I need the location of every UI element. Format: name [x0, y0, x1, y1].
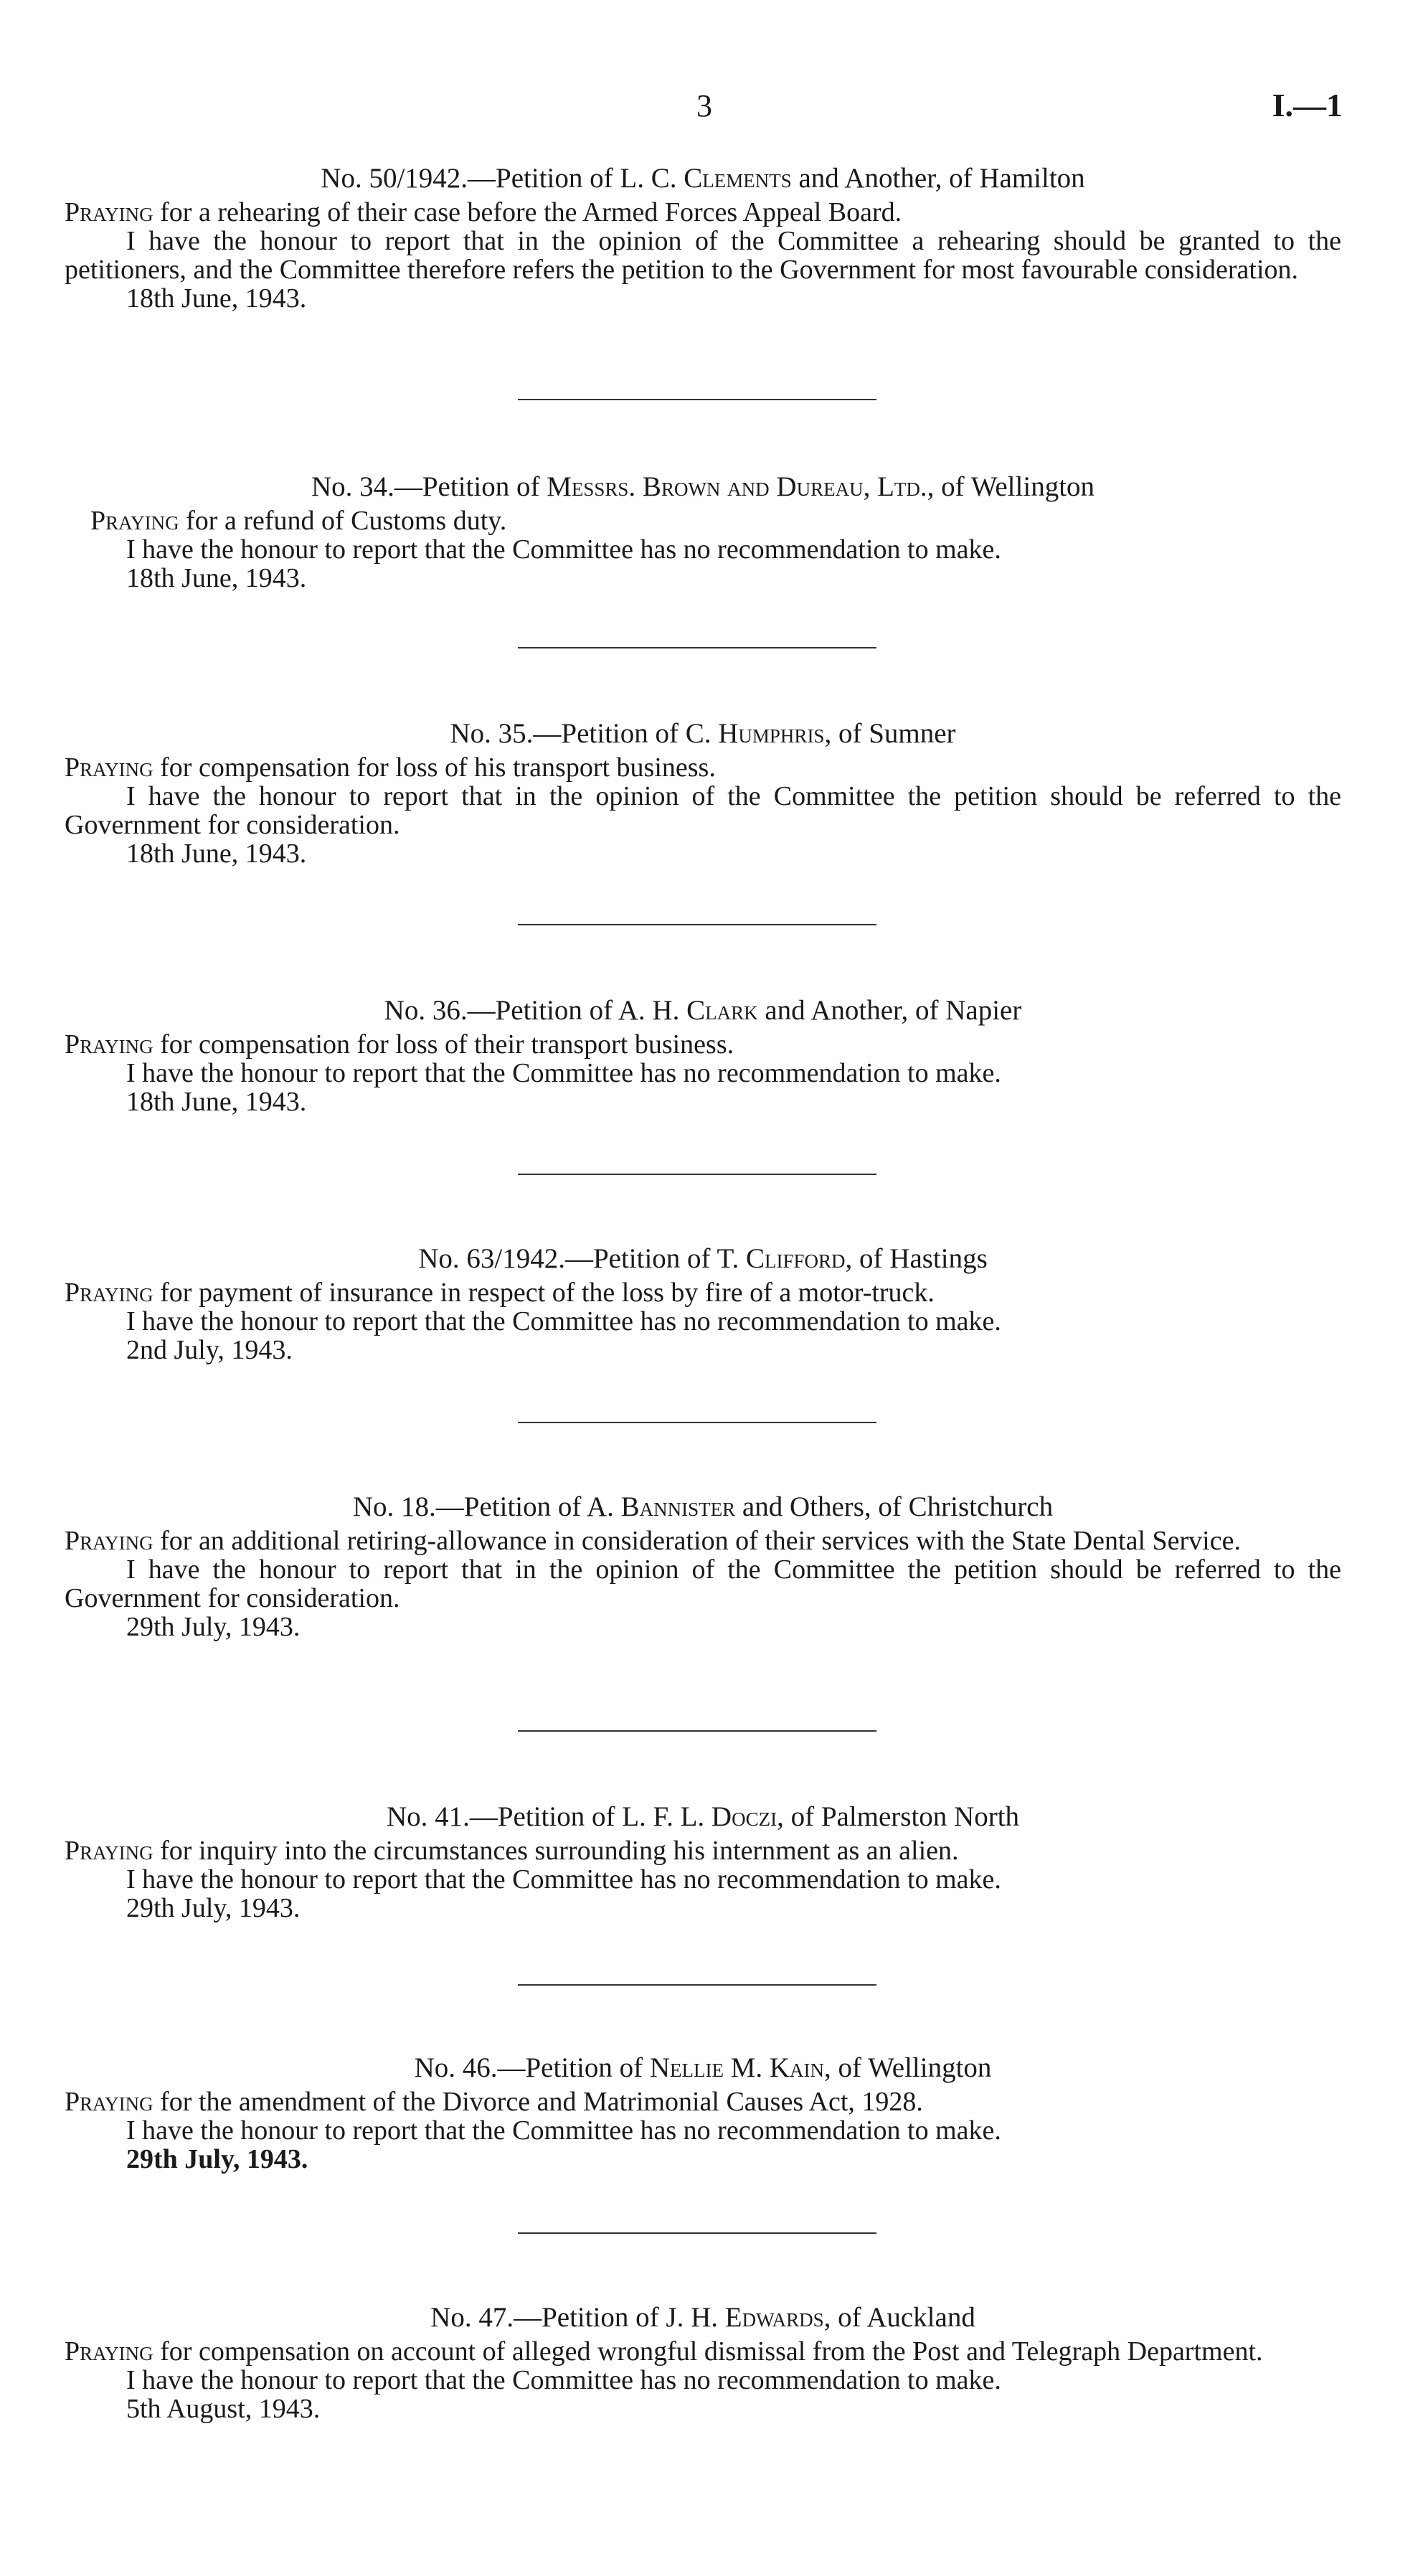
page-number: 3 [696, 88, 712, 123]
section-divider [518, 924, 876, 925]
heading-prefix: No. 35.—Petition of C. [450, 718, 719, 749]
petitioner-name: Clark [686, 995, 758, 1026]
petition-heading [65, 1492, 1341, 1522]
praying-paragraph [65, 753, 1341, 782]
petition-heading [65, 1244, 1341, 1274]
petition-entry [65, 472, 1341, 593]
report-date: 18th June, 1943. [126, 1087, 307, 1117]
heading-prefix: No. 50/1942.—Petition of L. C. [321, 163, 684, 194]
heading-suffix: , of Wellington [824, 2052, 992, 2083]
praying-paragraph [65, 2337, 1341, 2366]
report-date: 5th August, 1943. [126, 2394, 321, 2424]
report-paragraph: I have the honour to report that in the opinion of the Committee the petition should be referred to the Government for consideration. [65, 781, 1341, 840]
praying-word: Praying [65, 2336, 153, 2367]
praying-paragraph [65, 1030, 1341, 1059]
praying-word: Praying [65, 2087, 153, 2117]
section-divider [518, 1422, 876, 1423]
petition-heading [65, 164, 1341, 194]
praying-word: Praying [65, 197, 153, 227]
petition-heading [65, 719, 1341, 749]
petition-entry [65, 164, 1341, 313]
report-date: 29th July, 1943. [126, 1893, 301, 1923]
heading-prefix: No. 18.—Petition of A. [352, 1491, 621, 1522]
praying-paragraph [65, 2087, 1341, 2116]
section-divider [518, 1730, 876, 1732]
petition-heading [65, 472, 1341, 502]
petition-heading [65, 2303, 1341, 2333]
petition-entry [65, 1492, 1341, 1641]
heading-prefix: No. 41.—Petition of L. F. L. [386, 1801, 712, 1832]
heading-suffix: and Others, of Christchurch [735, 1491, 1054, 1522]
petitioner-name: Edwards [724, 2302, 824, 2333]
petition-entry [65, 1244, 1341, 1364]
praying-word: Praying [65, 1526, 153, 1556]
petition-entry [65, 1802, 1341, 1922]
petition-entry [65, 996, 1341, 1116]
praying-text: for a rehearing of their case before the Armed Forces Appeal Board. [153, 197, 902, 227]
praying-word: Praying [65, 1029, 153, 1060]
report-paragraph: I have the honour to report that in the opinion of the Committee a rehearing should be granted to the petitioners, and the Committee therefore refers the petition to the Government for most favourable consideration. [65, 226, 1341, 285]
heading-prefix: No. 46.—Petition of [414, 2052, 650, 2083]
praying-word: Praying [65, 1278, 153, 1308]
petitioner-name: Humphris [718, 718, 825, 749]
document-reference: I.—1 [1272, 87, 1343, 123]
report-paragraph: I have the honour to report that the Committee has no recommendation to make. [126, 1306, 1001, 1336]
report-paragraph: I have the honour to report that the Committee has no recommendation to make. [126, 1058, 1001, 1088]
praying-text: for payment of insurance in respect of the loss by fire of a motor-truck. [153, 1278, 935, 1308]
report-date: 18th June, 1943. [126, 283, 307, 313]
heading-prefix: No. 34.—Petition of [311, 471, 547, 502]
heading-suffix: , of Sumner [824, 718, 956, 749]
praying-word: Praying [65, 1836, 153, 1866]
petitioner-name: Clements [684, 163, 792, 194]
praying-text: for the amendment of the Divorce and Matrimonial Causes Act, 1928. [153, 2087, 923, 2117]
report-date: 29th July, 1943. [126, 2144, 308, 2174]
petitioner-name: Clifford [746, 1243, 846, 1274]
praying-text: for compensation for loss of his transport business. [153, 752, 716, 783]
petitioner-name: Nellie M. Kain [649, 2052, 825, 2083]
petition-heading [65, 2053, 1341, 2083]
praying-text: for compensation for loss of their transport business. [153, 1029, 734, 1060]
praying-word: Praying [90, 506, 179, 536]
praying-paragraph [65, 506, 1341, 535]
heading-prefix: No. 47.—Petition of J. H. [430, 2302, 725, 2333]
praying-paragraph [65, 1527, 1341, 1555]
section-divider [518, 399, 876, 400]
petitioner-name: Bannister [620, 1491, 736, 1522]
heading-suffix: , of Hastings [845, 1243, 988, 1274]
petition-entry [65, 2053, 1341, 2174]
praying-word: Praying [65, 752, 153, 783]
petition-heading [65, 996, 1341, 1026]
section-divider [518, 1174, 876, 1175]
petition-heading [65, 1802, 1341, 1832]
report-date: 18th June, 1943. [126, 563, 307, 593]
report-paragraph: I have the honour to report that the Committee has no recommendation to make. [126, 534, 1001, 565]
report-paragraph: I have the honour to report that the Committee has no recommendation to make. [126, 2365, 1001, 2395]
section-divider [518, 1984, 876, 1986]
petition-entry [65, 2303, 1341, 2423]
praying-paragraph [65, 1278, 1341, 1307]
heading-suffix: , of Palmerston North [777, 1801, 1020, 1832]
heading-prefix: No. 36.—Petition of A. H. [384, 995, 687, 1026]
report-paragraph: I have the honour to report that the Committee has no recommendation to make. [126, 1864, 1001, 1895]
praying-paragraph [65, 198, 1341, 227]
praying-text: for compensation on account of alleged wrongful dismissal from the Post and Telegraph Department. [153, 2336, 1263, 2367]
section-divider [518, 647, 876, 648]
report-paragraph: I have the honour to report that in the opinion of the Committee the petition should be referred to the Government for consideration. [65, 1554, 1341, 1613]
heading-suffix: , of Wellington [927, 471, 1095, 502]
section-divider [518, 2232, 876, 2234]
petition-entry [65, 719, 1341, 868]
report-date: 2nd July, 1943. [126, 1335, 293, 1365]
report-paragraph: I have the honour to report that the Committee has no recommendation to make. [126, 2115, 1001, 2146]
petitioner-name: Doczi [711, 1801, 777, 1832]
praying-text: for an additional retiring-allowance in consideration of their services with the State Dental Service. [153, 1526, 1241, 1556]
petitioner-name: Messrs. Brown and Dureau, Ltd. [547, 471, 927, 502]
praying-text: for inquiry into the circumstances surrounding his internment as an alien. [153, 1836, 959, 1866]
heading-suffix: and Another, of Hamilton [791, 163, 1085, 194]
praying-text: for a refund of Customs duty. [179, 506, 507, 536]
heading-suffix: and Another, of Napier [757, 995, 1022, 1026]
report-date: 29th July, 1943. [126, 1612, 301, 1642]
report-date: 18th June, 1943. [126, 839, 307, 869]
heading-prefix: No. 63/1942.—Petition of T. [418, 1243, 746, 1274]
praying-paragraph [65, 1836, 1341, 1865]
heading-suffix: , of Auckland [823, 2302, 975, 2333]
